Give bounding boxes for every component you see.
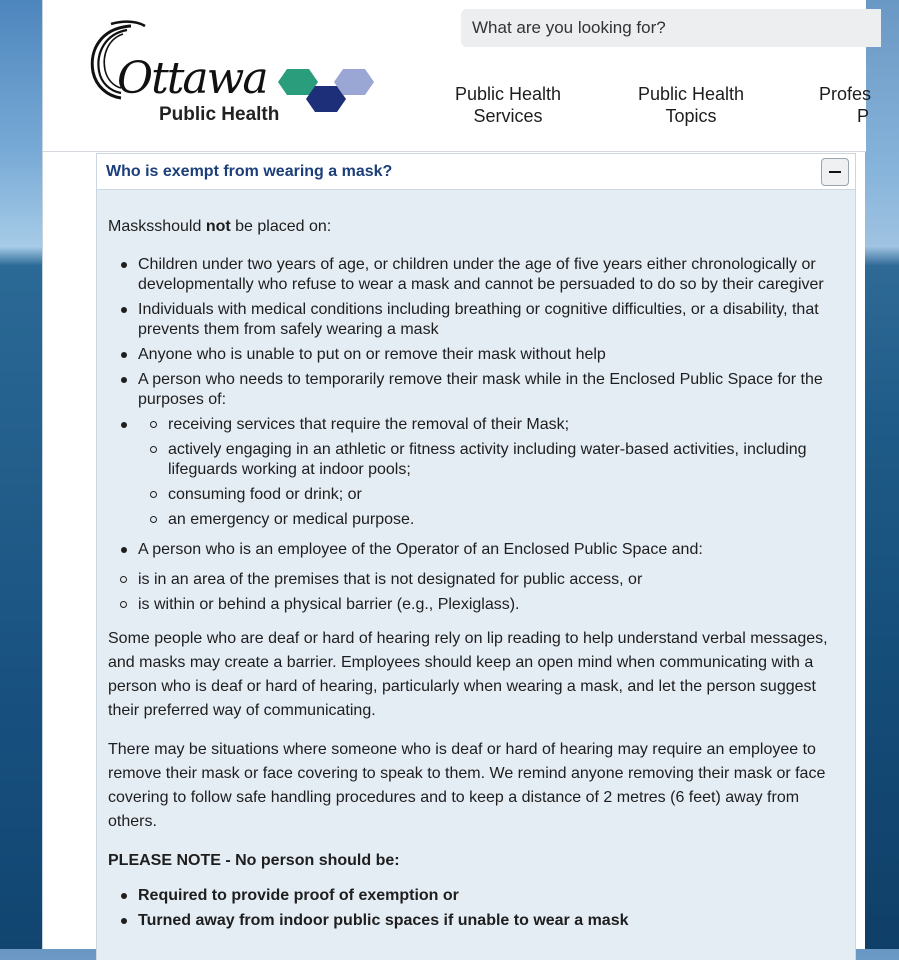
ottawa-public-health-logo[interactable] xyxy=(87,20,377,130)
intro-post: be placed on: xyxy=(230,218,332,235)
nav-label-line2: Services xyxy=(473,106,543,126)
nav-professionals[interactable] xyxy=(819,83,899,127)
paragraph-deaf: Some people who are deaf or hard of hearing rely on lip reading to help understand verbal messages, and masks may create a barrier. Employees should keep an open mind when communicating with a person who is deaf or hard of hearing, particularly when wearing a mask, and let the person suggest their preferred way of communicating. xyxy=(108,630,828,719)
sub-list-item: consuming food or drink; or xyxy=(138,485,838,505)
list-item: Turned away from indoor public spaces if unable to wear a mask xyxy=(108,911,848,931)
accordion-header[interactable] xyxy=(96,153,856,190)
purposes-sublist xyxy=(138,415,848,530)
list-item: Anyone who is unable to put on or remove their mask without help xyxy=(108,345,848,365)
list-item-employee xyxy=(108,540,848,615)
nav-label-line1: Public Health xyxy=(454,84,562,104)
sub-list-item: is in an area of the premises that is not designated for public access, or xyxy=(108,570,808,590)
list-item-text: A person who is an employee of the Operator of an Enclosed Public Space and: xyxy=(138,541,703,558)
page-container xyxy=(42,0,872,949)
intro-bold: not xyxy=(205,218,231,235)
collapse-button[interactable] xyxy=(821,158,849,186)
nav-public-health-services[interactable] xyxy=(448,83,568,127)
nav-public-health-topics[interactable] xyxy=(631,83,751,127)
list-item: Required to provide proof of exemption or xyxy=(108,886,848,906)
sub-list-item: actively engaging in an athletic or fitness activity including water-based activities, including lifeguards working at indoor pools; xyxy=(138,440,838,480)
nav-label-line2: Topics xyxy=(665,106,717,126)
list-item: Individuals with medical conditions including breathing or cognitive difficulties, or a disability, that prevents them from safely wearing a mask xyxy=(108,300,848,340)
exemption-list xyxy=(108,255,855,615)
logo-subtitle: Public Health xyxy=(159,104,280,125)
sub-list-item: is within or behind a physical barrier (e.g., Plexiglass). xyxy=(108,595,808,615)
minus-icon xyxy=(829,171,841,173)
sub-list-item: an emergency or medical purpose. xyxy=(138,510,838,530)
list-item: Children under two years of age, or children under the age of five years either chronologically or developmentally who refuse to wear a mask and cannot be persuaded to do so by their caregiver xyxy=(108,255,848,295)
background-ocean-image xyxy=(0,0,42,949)
employee-sublist xyxy=(108,570,848,615)
accordion-body xyxy=(96,190,856,960)
logo-hexagons-icon xyxy=(277,64,373,120)
logo-wordmark: Ottawa xyxy=(117,53,267,104)
list-item-sublist xyxy=(108,415,848,530)
intro-pre: Masksshould xyxy=(108,218,206,235)
accordion-title: Who is exempt from wearing a mask? xyxy=(106,163,393,180)
note-heading: PLEASE NOTE - No person should be: xyxy=(108,852,400,869)
note-list xyxy=(108,886,855,931)
nav-label-line1: Profes xyxy=(819,84,872,104)
paragraph-remove-mask: There may be situations where someone who is deaf or hard of hearing may require an employee to remove their mask or face covering to speak to them. We remind anyone removing their mask or face covering to follow safe handling procedures and to keep a distance of 2 metres (6 feet) away from others. xyxy=(108,741,826,830)
site-header xyxy=(43,0,872,152)
search-input[interactable]: What are you looking for? xyxy=(461,9,881,47)
list-item: A person who needs to temporarily remove their mask while in the Enclosed Public Space for the purposes of: xyxy=(108,370,848,410)
nav-label-line2: P xyxy=(857,106,870,126)
intro-text xyxy=(108,215,838,239)
sub-list-item: receiving services that require the removal of their Mask; xyxy=(138,415,838,435)
nav-label-line1: Public Health xyxy=(637,84,745,104)
